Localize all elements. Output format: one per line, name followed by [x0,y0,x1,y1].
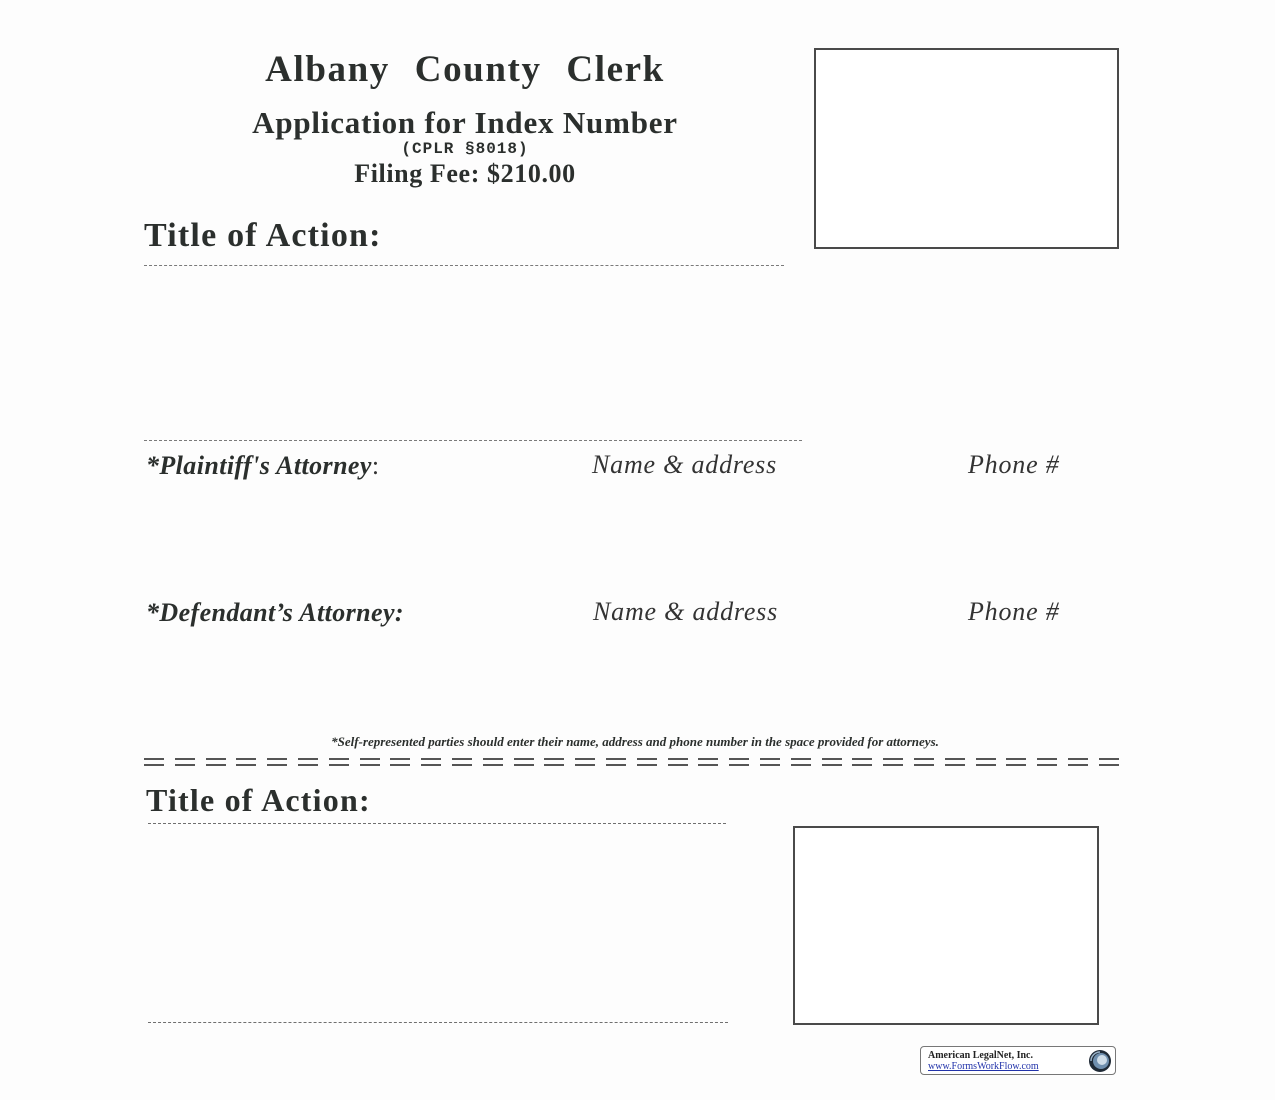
separator-dash [729,758,749,766]
separator-dash [421,758,441,766]
separator-dash [822,758,842,766]
defendant-attorney-label: *Defendant’s Attorney: [146,598,404,627]
clerk-title: Albany County Clerk [265,49,665,90]
separator-dash [575,758,595,766]
separator-dash [144,758,164,766]
defendant-name-address-label: Name & address [593,597,779,626]
separator-dash [791,758,811,766]
title-of-action-label-top: Title of Action: [144,217,382,254]
separator-dash [236,758,256,766]
separator-dash [914,758,934,766]
separator-dash [1037,758,1057,766]
defendant-attorney-input[interactable] [144,632,1119,727]
separator-dash [390,758,410,766]
plaintiff-attorney-input[interactable] [144,485,1119,585]
separator-dash [698,758,718,766]
self-represented-note: *Self-represented parties should enter their name, address and phone number in the space provided for attorneys. [331,734,939,749]
separator-dash [606,758,626,766]
separator-dash [298,758,318,766]
tear-off-separator [144,752,1119,772]
separator-dash [206,758,226,766]
separator-dash [637,758,657,766]
statute-reference: (CPLR §8018) [401,140,529,158]
filing-fee: Filing Fee: $210.00 [354,159,576,188]
clerk-stamp-box-bottom [793,826,1099,1025]
title-of-action-bottom-bottom-rule [148,1022,728,1023]
title-of-action-bottom-rule [144,440,802,441]
title-of-action-label-bottom: Title of Action: [146,782,371,818]
title-of-action-input-top[interactable] [144,270,804,435]
title-of-action-bottom-top-rule [148,823,726,824]
logo-website-link[interactable]: www.FormsWorkFlow.com [928,1061,1039,1072]
separator-dash [668,758,688,766]
separator-dash [483,758,503,766]
plaintiff-attorney-label [146,450,380,482]
defendant-phone-label: Phone # [968,597,1060,626]
clerk-stamp-box-top [814,48,1119,249]
separator-dash [760,758,780,766]
plaintiff-phone-label: Phone # [968,450,1060,479]
plaintiff-name-address-label: Name & address [592,450,778,479]
plaintiff-attorney-text: *Plaintiff's Attorney [146,451,372,480]
american-legalnet-logo[interactable] [920,1046,1116,1075]
separator-dash [976,758,996,766]
separator-dash [452,758,472,766]
separator-dash [544,758,564,766]
title-of-action-top-rule [144,265,784,266]
plaintiff-attorney-colon: : [371,451,380,480]
separator-dash [852,758,872,766]
separator-dash [945,758,965,766]
logo-company-name: American LegalNet, Inc. [928,1050,1033,1061]
form-subtitle: Application for Index Number [252,105,678,140]
title-of-action-input-bottom[interactable] [148,830,728,1015]
separator-dash [514,758,534,766]
separator-dash [1068,758,1088,766]
globe-icon [1088,1049,1112,1073]
separator-dash [360,758,380,766]
separator-dash [267,758,287,766]
separator-dash [175,758,195,766]
separator-dash [1006,758,1026,766]
separator-dash [329,758,349,766]
separator-dash [883,758,903,766]
separator-dash [1099,758,1119,766]
